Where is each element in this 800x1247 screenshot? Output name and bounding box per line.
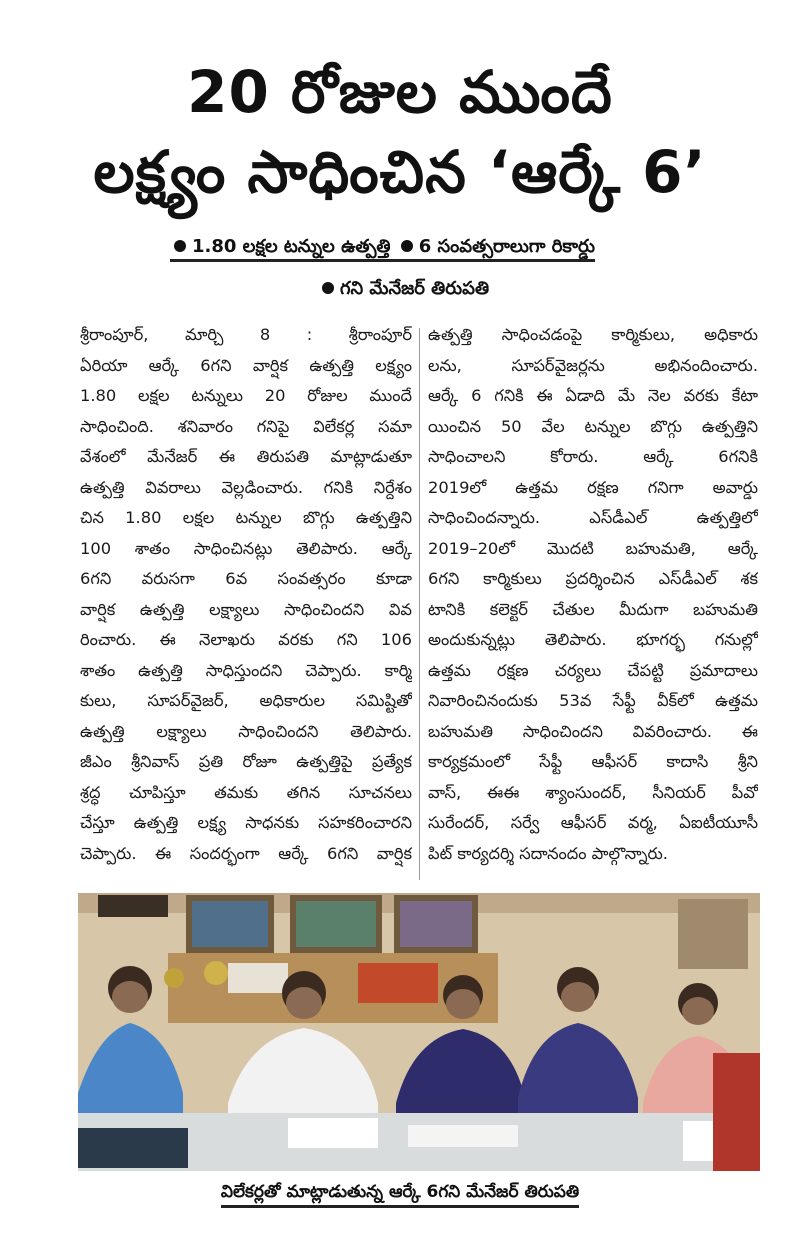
article-line: 2019–20లో మొదటి బహుమతి, ఆర్కే xyxy=(428,538,758,558)
article-line: ఏరియా ఆర్కే 6గని వార్షిక ఉత్పత్తి లక్ష్యం xyxy=(80,355,412,375)
article-line: యించిన 50 వేల టన్నుల బొగ్గు ఉత్పత్తిని xyxy=(428,416,758,436)
article-line: 1.80 లక్షల టన్నులు 20 రోజుల ముందే xyxy=(80,386,412,405)
article-line: 2019లో ఉత్తమ రక్షణ గనిగా అవార్డు xyxy=(428,477,758,497)
article-line: సురేందర్, సర్వే ఆఫీసర్ వర్మ, ఏఐటీయూసీ xyxy=(428,813,758,832)
highlight-production: 1.80 లక్షల టన్నుల ఉత్పత్తి xyxy=(192,236,391,257)
article-line: శ్రీరాంపూర్, మార్చి 8 : శ్రీరాంపూర్ xyxy=(80,325,412,344)
article-line: సాధించింది. శనివారం గనిపై విలేకర్ల సమా xyxy=(80,416,412,436)
article-line: సాధించిందన్నారు. ఎస్‌డీఎల్ ఉత్పత్తిలో xyxy=(428,508,758,527)
highlight-record: 6 సంవత్సరాలుగా రికార్డు xyxy=(418,236,595,257)
article-line: 100 శాతం సాధించినట్లు తెలిపారు. ఆర్కే xyxy=(80,538,412,558)
article-line: 6గని కార్మికులు ప్రదర్శించిన ఎస్‌డీఎల్ శక xyxy=(428,569,758,588)
article-line: ఉత్పత్తి లక్ష్యాలు సాధించిందని తెలిపారు. xyxy=(80,721,412,741)
article-line: సాధించాలని కోరారు. ఆర్కే 6గనికి xyxy=(428,447,758,466)
article-line: అందుకున్నట్లు తెలిపారు. భూగర్భ గనుల్లో xyxy=(428,630,758,649)
article-line: ఆర్కే 6 గనికి ఈ ఏడాది మే నెల వరకు కేటా xyxy=(428,386,758,405)
article-line: ఉత్పత్తి సాధించడంపై కార్మికులు, అధికారు xyxy=(428,325,758,344)
article-line: జీఎం శ్రీనివాస్ ప్రతి రోజూ ఉత్పత్తిపై ప్రత్యేక xyxy=(80,752,412,771)
headline-line-2: లక్ష్యం సాధించిన ‘ఆర్కే 6’ xyxy=(93,138,707,206)
article-line: చిన 1.80 లక్షల టన్నుల బొగ్గు ఉత్పత్తిని xyxy=(80,508,412,527)
bullet-icon xyxy=(322,282,334,294)
highlights-row xyxy=(170,236,595,261)
bullet-icon xyxy=(401,240,413,252)
article-line: చెప్పారు. ఈ సందర్భంగా ఆర్కే 6గని వార్షిక xyxy=(80,843,412,863)
photo-caption-text: విలేకర్లతో మాట్లాడుతున్న ఆర్కే 6గని మేనేజర్ తిరుపతి xyxy=(221,1182,579,1208)
article-line: చేస్తూ ఉత్పత్తి లక్ష్య సాధనకు సహకరించారని xyxy=(80,813,412,832)
article-line: కార్యక్రమంలో సేఫ్టీ ఆఫీసర్ కాదాసి శ్రీని xyxy=(428,752,758,771)
article-line: ఉత్పత్తి వివరాలు వెల్లడించారు. గనికి నిర్దేశం xyxy=(80,477,412,497)
highlight-manager: గని మేనేజర్ తిరుపతి xyxy=(340,278,490,299)
highlight-manager-row xyxy=(318,278,489,303)
article-line: టానికి కలెక్టర్ చేతుల మీదుగా బహుమతి xyxy=(428,599,758,619)
article-line: శ్రద్ధ చూపిస్తూ తమకు తగిన సూచనలు xyxy=(80,782,412,802)
article-line: నివారించినందుకు 53వ సేఫ్టీ వీక్‌లో ఉత్తమ xyxy=(428,691,758,710)
photo-illustration xyxy=(78,893,760,1171)
press-meet-photo xyxy=(78,893,760,1171)
headline-line-1: 20 రోజుల ముందే xyxy=(187,58,613,126)
article-line: వాస్, ఈఈ శ్యాంసుందర్, సీనియర్ పీవో xyxy=(428,782,758,802)
article-line: 6గని వరుసగా 6వ సంవత్సరం కూడా xyxy=(80,569,412,588)
bullet-icon xyxy=(174,240,186,252)
article-line: పిట్ కార్యదర్శి సదానందం పాల్గొన్నారు. xyxy=(428,843,668,863)
article-right-column xyxy=(428,320,758,869)
article-line: కులు, సూపర్‌వైజర్, అధికారుల సమిష్టితో xyxy=(80,691,412,710)
article-line: వేశంలో మేనేజర్ ఈ తిరుపతి మాట్లాడుతూ xyxy=(80,447,412,466)
article-line: ఉత్తమ రక్షణ చర్యలు చేపట్టి ప్రమాదాలు xyxy=(428,660,758,680)
photo-caption xyxy=(0,1182,800,1206)
article-line: రించారు. ఈ నెలాఖరు వరకు గని 106 xyxy=(80,630,412,649)
column-divider xyxy=(419,328,420,880)
article-line: బహుమతి సాధించిందని వివరించారు. ఈ xyxy=(428,721,758,741)
article-line: శాతం ఉత్పత్తి సాధిస్తుందని చెప్పారు. కార్మి xyxy=(80,660,412,680)
article-line: లను, సూపర్‌వైజర్లను అభినందించారు. xyxy=(428,355,758,375)
article-left-column xyxy=(80,320,412,869)
article-line: వార్షిక ఉత్పత్తి లక్ష్యాలు సాధించిందని వివ xyxy=(80,599,412,619)
